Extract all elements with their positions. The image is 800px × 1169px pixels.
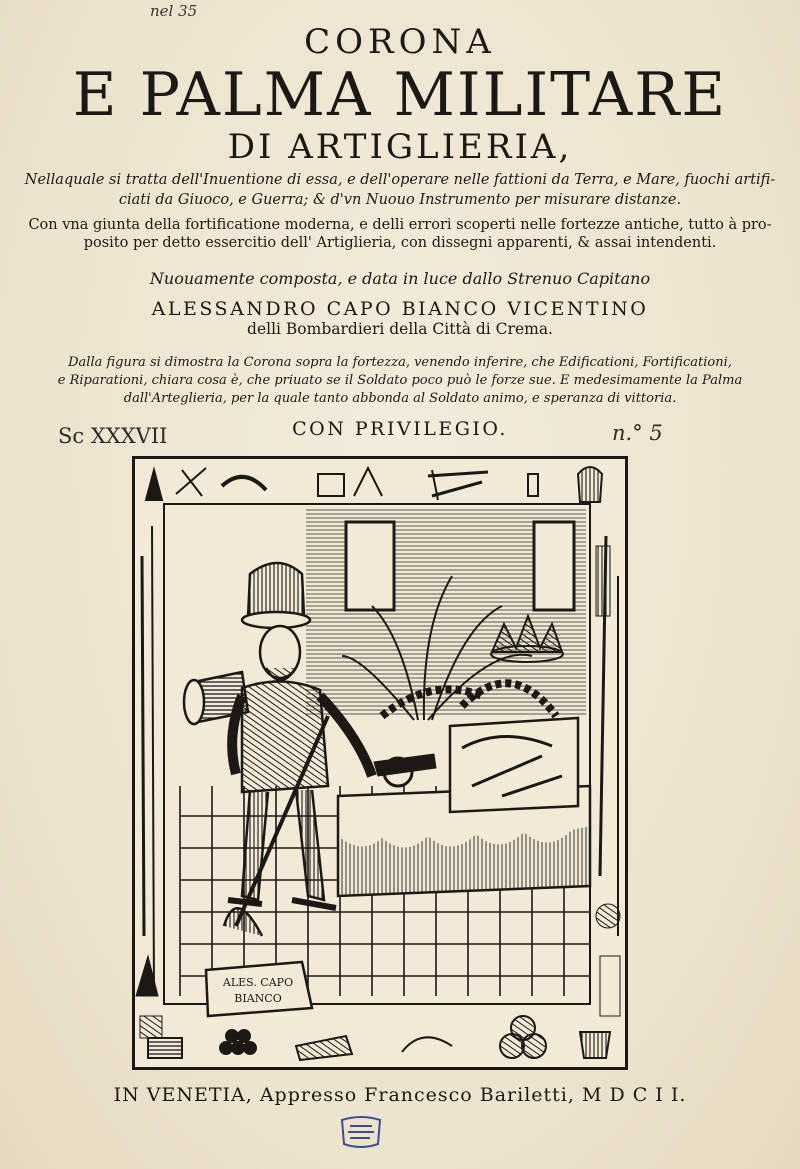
drawing-board (450, 718, 578, 812)
description-line-4: posito per detto essercitio dell' Artiglieria, con dissegni apparenti, & assai intendenti. (83, 235, 717, 251)
author-plaque (206, 962, 312, 1016)
window-left (346, 522, 394, 610)
author-role: delli Bombardieri della Città di Crema. (247, 320, 553, 338)
privilege-line: CON PRIVILEGIO. (292, 418, 508, 440)
figure-note-line-3: dall'Arteglieria, per la quale tanto abbonda al Soldato animo, e speranza di vittoria. (123, 391, 677, 406)
figure-note-line-1: Dalla figura si dimostra la Corona sopra la fortezza, venendo inferire, che Edificationi, Fortificationi, (68, 355, 732, 370)
library-stamp-icon (336, 1114, 386, 1150)
imprint-line: IN VENETIA, Appresso Francesco Bariletti, M D C I I. (113, 1084, 687, 1106)
author-name: ALESSANDRO CAPO BIANCO VICENTINO (151, 298, 649, 320)
figure-note-line-2: e Riparationi, chiara cosa è, che priuato se il Soldato poco può le forze sue. E medesimamente la Palma (57, 373, 743, 388)
handwritten-note-top: nel 35 (150, 2, 198, 20)
description-line-3: Con vna giunta della fortificatione moderna, e delli errori scoperti nelle fortezze antiche, tutto à pro- (28, 217, 772, 233)
author-intro: Nuouamente composta, e data in luce dallo Strenuo Capitano (149, 269, 651, 288)
handwritten-shelfmark: Sc XXXVII (58, 424, 168, 448)
title-line-corona: CORONA (304, 22, 496, 62)
description-line-2: ciati da Giuoco, e Guerra; & d'vn Nuouo Instrumento per misurare distanze. (118, 192, 682, 208)
woodcut-illustration (132, 456, 628, 1070)
plaque-text-1: ALES. CAPO (222, 976, 294, 989)
title-line-main: E PALMA MILITARE (72, 60, 728, 130)
handwritten-number: n.° 5 (612, 421, 663, 445)
plaque-text-2: BIANCO (234, 992, 282, 1005)
description-line-1: Nellaquale si tratta dell'Inuentione di essa, e dell'operare nelle fattioni da Terra, e Mare, fuochi artifi- (24, 172, 776, 188)
window-right (534, 522, 574, 610)
title-line-artiglieria: DI ARTIGLIERIA, (227, 127, 573, 167)
